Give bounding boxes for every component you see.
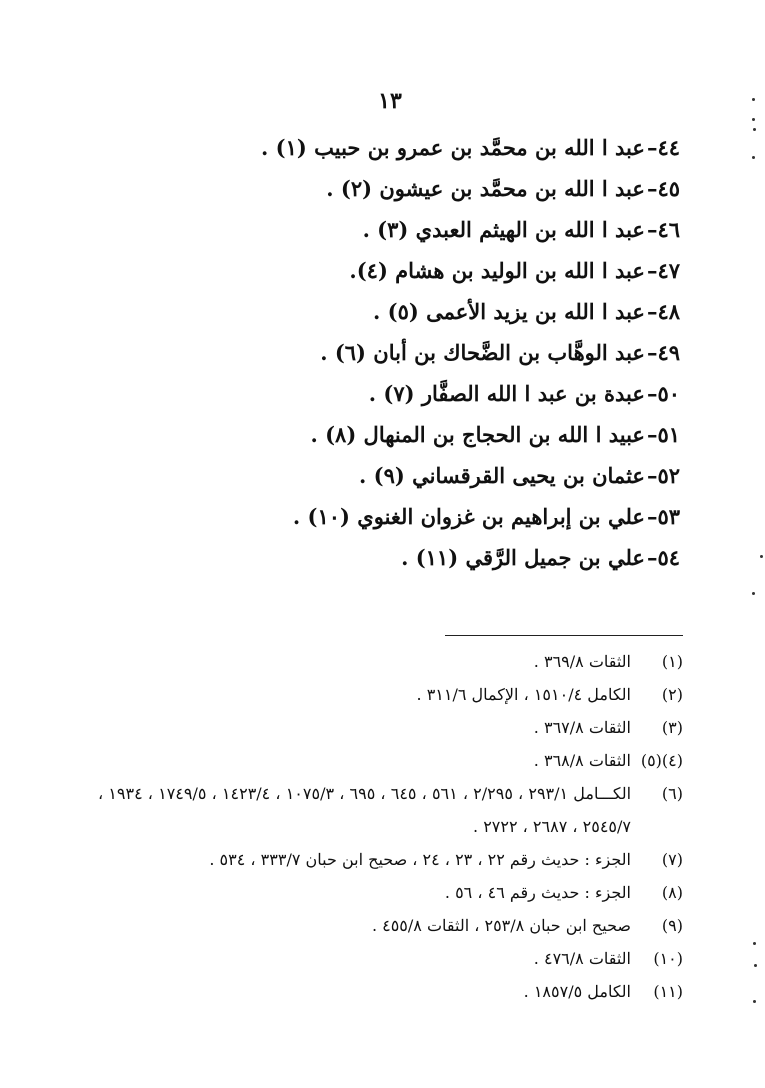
entry-text: عبد ا الله بن الوليد بن هشام (٤). — [349, 258, 645, 283]
entry-text: علي بن جميل الرَّقي (١١) . — [401, 545, 645, 570]
list-item — [150, 127, 680, 168]
footnote-text: الثقات ٣٦٧/٨ . — [533, 718, 631, 737]
entry-text: علي بن إبراهيم بن غزوان الغنوي (١٠) . — [292, 504, 645, 529]
footnote-text: الكامل ١٨٥٧/٥ . — [523, 982, 631, 1001]
footnote — [98, 843, 683, 876]
entry-text: عبد ا الله بن الهيثم العبدي (٣) . — [362, 217, 645, 242]
footnote — [98, 777, 683, 843]
footnote-mark: (٩) — [661, 916, 683, 935]
entry-text: عبيد ا الله بن الحجاج بن المنهال (٨) . — [310, 422, 645, 447]
footnote-text: الكـــامل ٢٩٣/١ ، ٢/٢٩٥ ، ٥٦١ ، ٦٤٥ ، ٦٩٥ ، ١٠٧٥/٣ ، ١٤٢٣/٤ ، ١٧٤٩/٥ ، ١٩٣٤ ، ٢٥٤٥/٧ ، ٢٦٨٧ ، ٢٧٢٢ . — [98, 784, 632, 836]
entry-number: ٤٨– — [646, 299, 680, 324]
scan-speck — [753, 1000, 756, 1003]
entry-number: ٤٩– — [646, 340, 680, 365]
entry-number: ٤٦– — [646, 217, 680, 242]
entry-number: ٤٧– — [646, 258, 680, 283]
scan-speck — [754, 964, 757, 967]
entry-number: ٥٤– — [646, 545, 680, 570]
footnote-mark: (٨) — [661, 883, 683, 902]
footnote-text: صحيح ابن حبان ٢٥٣/٨ ، الثقات ٤٥٥/٨ . — [371, 916, 631, 935]
scan-speck — [752, 156, 755, 159]
entry-text: عثمان بن يحيى القرقساني (٩) . — [359, 463, 645, 488]
footnote-mark: (٢) — [661, 685, 683, 704]
footnote-mark: (١١) — [653, 982, 683, 1001]
scan-speck — [752, 592, 755, 595]
footnote — [98, 975, 683, 1008]
footnote — [98, 942, 683, 975]
list-item — [150, 209, 680, 250]
footnote-text: الثقات ٣٦٨/٨ . — [533, 751, 631, 770]
footnote — [98, 645, 683, 678]
footnote-mark: (٤)(٥) — [640, 751, 683, 770]
entry-text: عبد ا الله بن محمَّد بن عيشون (٢) . — [326, 176, 645, 201]
entry-number: ٤٥– — [646, 176, 680, 201]
entry-number: ٥٣– — [646, 504, 680, 529]
footnote-mark: (١٠) — [653, 949, 683, 968]
footnote — [98, 909, 683, 942]
list-item — [150, 537, 680, 578]
footnote-text: الجزء : حديث رقم ٢٢ ، ٢٣ ، ٢٤ ، صحيح ابن حبان ٣٣٣/٧ ، ٥٣٤ . — [209, 850, 631, 869]
narrator-list — [150, 127, 680, 578]
scan-speck — [752, 118, 755, 121]
list-item — [150, 250, 680, 291]
scan-speck — [752, 98, 755, 101]
footnote-text: الجزء : حديث رقم ٤٦ ، ٥٦ . — [444, 883, 631, 902]
list-item — [150, 455, 680, 496]
scan-speck — [760, 555, 763, 558]
list-item — [150, 373, 680, 414]
entry-text: عبد الوهَّاب بن الضَّحاك بن أبان (٦) . — [320, 340, 645, 365]
footnote-text: الثقات ٤٧٦/٨ . — [533, 949, 631, 968]
list-item — [150, 332, 680, 373]
list-item — [150, 414, 680, 455]
entry-number: ٥٢– — [646, 463, 680, 488]
entry-text: عبد ا الله بن يزيد الأعمى (٥) . — [373, 299, 645, 324]
footnote-mark: (٦) — [661, 784, 683, 803]
footnote — [98, 876, 683, 909]
footnote-divider — [445, 635, 683, 636]
footnote-mark: (١) — [661, 652, 683, 671]
footnote — [98, 678, 683, 711]
list-item — [150, 168, 680, 209]
entry-number: ٤٤– — [646, 135, 680, 160]
footnote-text: الثقات ٣٦٩/٨ . — [533, 652, 631, 671]
footnote — [98, 744, 683, 777]
footnote-text: الكامل ١٥١٠/٤ ، الإكمال ٣١١/٦ . — [416, 685, 631, 704]
footnotes — [98, 645, 683, 1008]
list-item — [150, 291, 680, 332]
page-number: ١٣ — [378, 88, 402, 114]
entry-text: عبدة بن عبد ا الله الصفَّار (٧) . — [368, 381, 645, 406]
scan-speck — [753, 128, 756, 131]
footnote — [98, 711, 683, 744]
scan-speck — [753, 942, 756, 945]
entry-number: ٥١– — [646, 422, 680, 447]
entry-text: عبد ا الله بن محمَّد بن عمرو بن حبيب (١) . — [261, 135, 645, 160]
list-item — [150, 496, 680, 537]
footnote-mark: (٣) — [661, 718, 683, 737]
entry-number: ٥٠– — [646, 381, 680, 406]
footnote-mark: (٧) — [661, 850, 683, 869]
